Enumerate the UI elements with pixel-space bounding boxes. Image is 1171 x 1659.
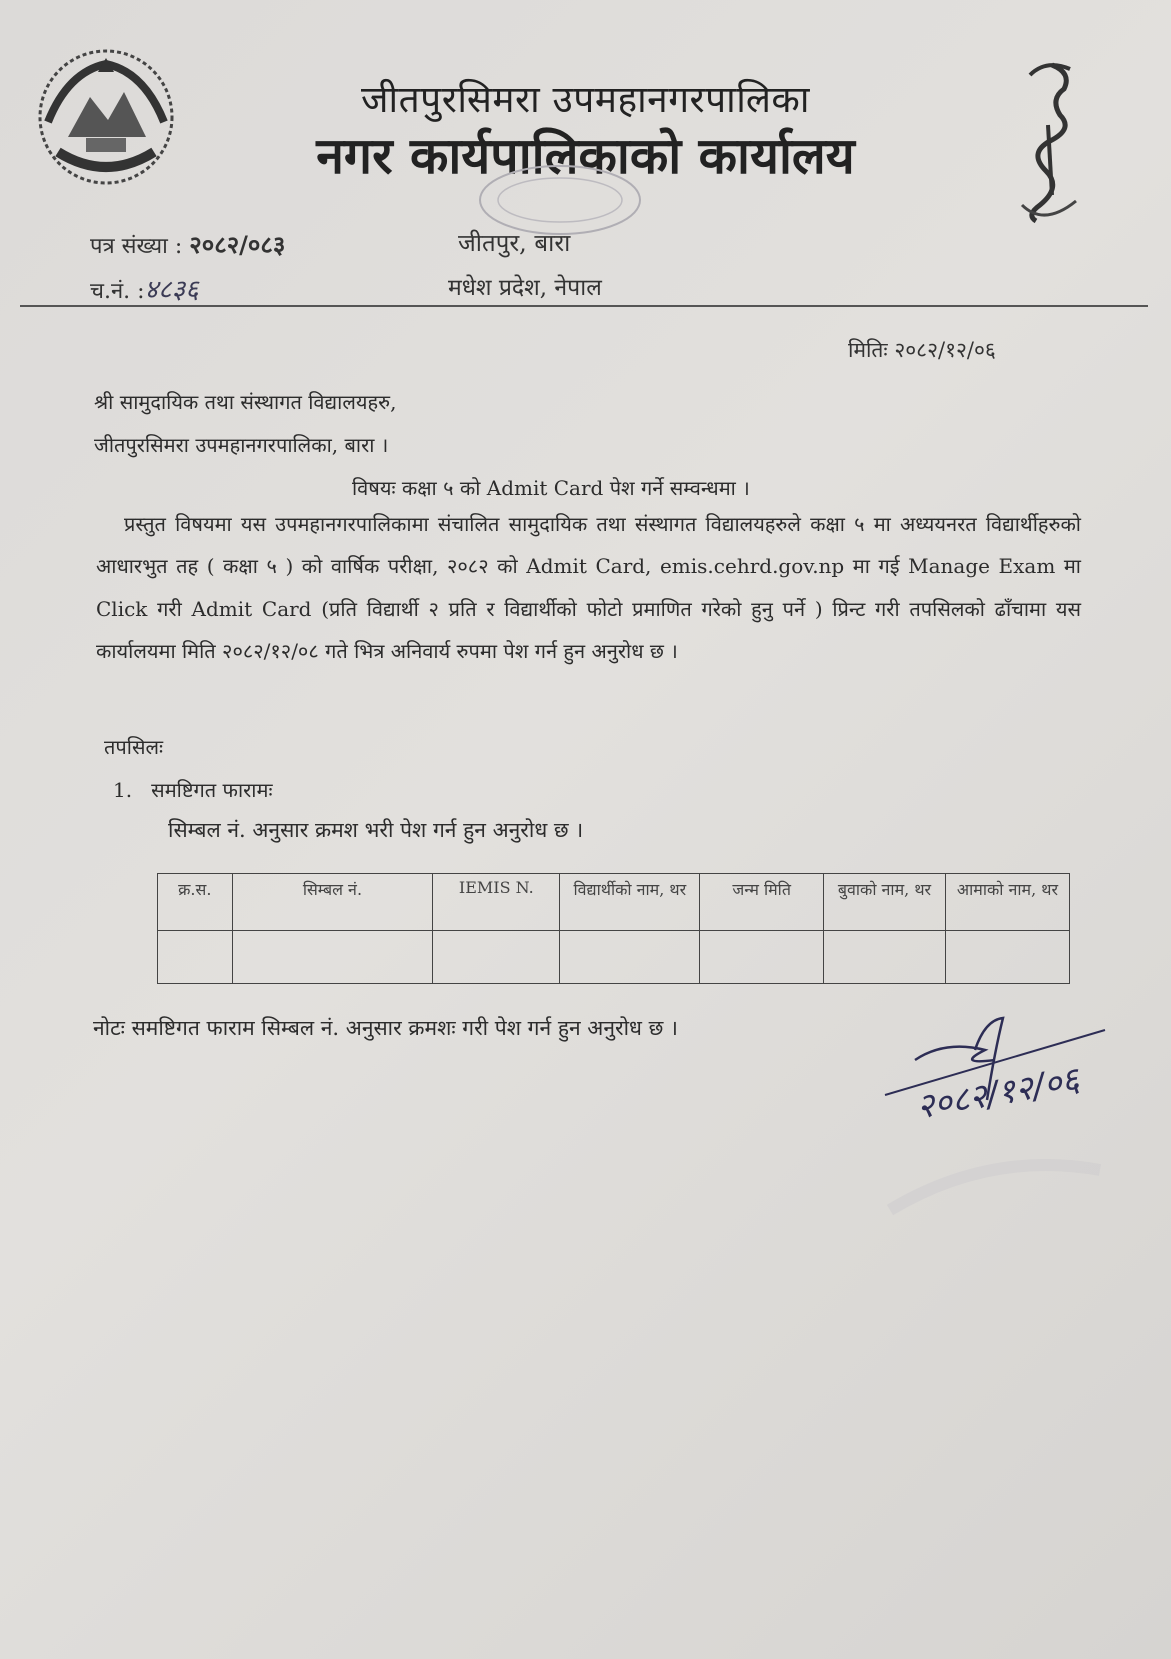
faded-stamp-icon xyxy=(880,1140,1110,1230)
dispatch-number: च.नं. :४८३६ xyxy=(90,275,199,305)
submission-form-table xyxy=(157,873,1070,984)
table-row xyxy=(158,931,1070,984)
note: नोटः समष्टिगत फाराम सिम्बल नं. अनुसार क्रमशः गरी पेश गर्न हुन अनुरोध छ । xyxy=(93,1016,678,1040)
place: जीतपुर, बारा xyxy=(458,229,571,257)
table-cell xyxy=(945,931,1069,984)
addressee-line-2: जीतपुरसिमरा उपमहानगरपालिका, बारा । xyxy=(94,433,389,457)
item-1-number: 1. xyxy=(113,778,133,802)
details-label: तपसिलः xyxy=(104,735,164,759)
signature-icon xyxy=(875,1010,1115,1160)
addressee-line-1: श्री सामुदायिक तथा संस्थागत विद्यालयहरु, xyxy=(94,390,397,414)
col-student-name: विद्यार्थीको नाम, थर xyxy=(560,874,700,931)
header-divider xyxy=(20,305,1148,307)
col-serial: क्र.स. xyxy=(158,874,233,931)
table-cell xyxy=(700,931,824,984)
body-paragraph: प्रस्तुत विषयमा यस उपमहानगरपालिकामा संचालित सामुदायिक तथा संस्थागत विद्यालयहरुले कक्षा ५ मा अध्ययनरत विद्यार्थीहरुको आधारभुत तह ( कक्षा ५ ) को वार्षिक परीक्षा, २०८२ को Admit Card, emis.cehrd.gov.np मा गई Manage Exam मा Click गरी Admit Card (प्रति विद्यार्थी २ प्रति र विद्यार्थीको फोटो प्रमाणित गरेको हुनु पर्ने ) प्रिन्ट गरी तपसिलको ढाँचामा यस कार्यालयमा मिति २०८२/१२/०८ गते भित्र अनिवार्य रुपमा पेश गर्न हुन अनुरोध छ । xyxy=(96,512,1081,664)
municipality-name: जीतपुरसिमरा उपमहानगरपालिका xyxy=(361,78,810,121)
table-cell xyxy=(560,931,700,984)
table-cell xyxy=(824,931,946,984)
letter-date: मितिः २०८२/१२/०६ xyxy=(848,338,996,362)
item-1 xyxy=(113,775,273,805)
province: मधेश प्रदेश, नेपाल xyxy=(448,275,602,301)
table-cell xyxy=(433,931,560,984)
letter-number: पत्र संख्या : २०८२/०८३ xyxy=(90,231,286,259)
col-symbol-no: सिम्बल नं. xyxy=(232,874,433,931)
table-cell xyxy=(232,931,433,984)
item-1-instruction: सिम्बल नं. अनुसार क्रमश भरी पेश गर्न हुन अनुरोध छ । xyxy=(168,818,584,842)
table-header-row xyxy=(158,874,1070,931)
col-iemis: IEMIS N. xyxy=(433,874,560,931)
col-father-name: बुवाको नाम, थर xyxy=(824,874,946,931)
office-title: नगर कार्यपालिकाको कार्यालय xyxy=(316,126,855,185)
col-dob: जन्म मिति xyxy=(700,874,824,931)
item-1-title: समष्टिगत फारामः xyxy=(151,778,273,802)
svg-text:२०८२/१२/०६: २०८२/१२/०६ xyxy=(913,1059,1083,1128)
col-mother-name: आमाको नाम, थर xyxy=(945,874,1069,931)
table-cell xyxy=(158,931,233,984)
subject: विषयः कक्षा ५ को Admit Card पेश गर्ने सम्वन्धमा । xyxy=(352,476,750,500)
